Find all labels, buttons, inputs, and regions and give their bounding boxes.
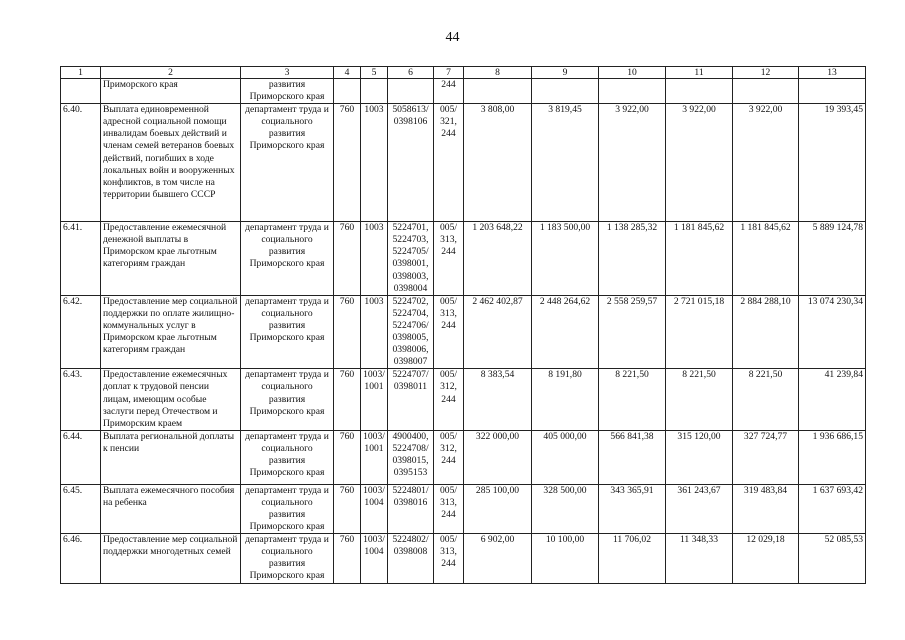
item-name-cell: Выплата региональной доплаты к пенсии: [101, 430, 241, 484]
ministry-code-cell: 760: [334, 534, 361, 584]
total-amount-cell: 13 074 230,34: [799, 295, 866, 369]
amount-col-10-cell: [599, 79, 666, 104]
expense-type-code-cell: 005/ 313, 244: [434, 534, 464, 584]
section-code-cell: 1003/ 1004: [361, 534, 388, 584]
amount-col-10-cell: 11 706,02: [599, 534, 666, 584]
column-header-11: 11: [666, 67, 733, 79]
section-code-cell: [361, 79, 388, 104]
column-header-5: 5: [361, 67, 388, 79]
responsible-department-cell: департамент труда и социального развития Приморского края: [241, 222, 334, 296]
amount-col-11-cell: 361 243,67: [666, 484, 733, 533]
item-name-cell: Приморского края: [101, 79, 241, 104]
total-amount-cell: 1 637 693,42: [799, 484, 866, 533]
amount-col-11-cell: 315 120,00: [666, 430, 733, 484]
amount-col-12-cell: 2 884 288,10: [733, 295, 799, 369]
amount-col-12-cell: 327 724,77: [733, 430, 799, 484]
item-number-cell: 6.45.: [61, 484, 101, 533]
amount-col-12-cell: 12 029,18: [733, 534, 799, 584]
item-number-cell: 6.40.: [61, 104, 101, 222]
amount-col-10-cell: 343 365,91: [599, 484, 666, 533]
target-article-code-cell: [388, 79, 434, 104]
responsible-department-cell: департамент труда и социального развития Приморского края: [241, 369, 334, 430]
column-header-13: 13: [799, 67, 866, 79]
item-name-cell: Предоставление мер социальной поддержки по оплате жилищно-коммунальных услуг в Приморском крае льготным категориям граждан: [101, 295, 241, 369]
responsible-department-cell: департамент труда и социального развития Приморского края: [241, 430, 334, 484]
column-header-2: 2: [101, 67, 241, 79]
target-article-code-cell: 5224702, 5224704, 5224706/ 0398005, 0398006, 0398007: [388, 295, 434, 369]
total-amount-cell: 1 936 686,15: [799, 430, 866, 484]
section-code-cell: 1003: [361, 104, 388, 222]
total-amount-cell: [799, 79, 866, 104]
amount-col-8-cell: 3 808,00: [464, 104, 532, 222]
target-article-code-cell: 5058613/ 0398106: [388, 104, 434, 222]
responsible-department-cell: департамент труда и социального развития Приморского края: [241, 534, 334, 584]
column-header-12: 12: [733, 67, 799, 79]
amount-col-8-cell: 2 462 402,87: [464, 295, 532, 369]
section-code-cell: 1003/ 1004: [361, 484, 388, 533]
item-number-cell: 6.41.: [61, 222, 101, 296]
amount-col-10-cell: 566 841,38: [599, 430, 666, 484]
section-code-cell: 1003/ 1001: [361, 430, 388, 484]
amount-col-9-cell: 1 183 500,00: [532, 222, 599, 296]
expense-type-code-cell: 005/ 312, 244: [434, 369, 464, 430]
amount-col-12-cell: 1 181 845,62: [733, 222, 799, 296]
ministry-code-cell: 760: [334, 484, 361, 533]
table-row: [61, 79, 866, 104]
responsible-department-cell: департамент труда и социального развития Приморского края: [241, 295, 334, 369]
target-article-code-cell: 5224707/ 0398011: [388, 369, 434, 430]
target-article-code-cell: 5224802/ 0398008: [388, 534, 434, 584]
amount-col-8-cell: 285 100,00: [464, 484, 532, 533]
amount-col-12-cell: 8 221,50: [733, 369, 799, 430]
amount-col-8-cell: 6 902,00: [464, 534, 532, 584]
amount-col-9-cell: 405 000,00: [532, 430, 599, 484]
amount-col-8-cell: 1 203 648,22: [464, 222, 532, 296]
amount-col-8-cell: [464, 79, 532, 104]
amount-col-11-cell: 11 348,33: [666, 534, 733, 584]
expense-type-code-cell: 005/ 313, 244: [434, 295, 464, 369]
amount-col-9-cell: 328 500,00: [532, 484, 599, 533]
responsible-department-cell: департамент труда и социального развития Приморского края: [241, 484, 334, 533]
column-header-9: 9: [532, 67, 599, 79]
table-row: [61, 369, 866, 430]
amount-col-11-cell: 8 221,50: [666, 369, 733, 430]
total-amount-cell: 5 889 124,78: [799, 222, 866, 296]
item-name-cell: Выплата единовременной адресной социальной помощи инвалидам боевых действий и членам семей ветеранов боевых действий, погибших в ходе локальных войн и вооруженных конфликтов, в том числе на территории бывшего СССР: [101, 104, 241, 222]
amount-col-11-cell: [666, 79, 733, 104]
target-article-code-cell: 4900400, 5224708/ 0398015, 0395153: [388, 430, 434, 484]
amount-col-12-cell: 319 483,84: [733, 484, 799, 533]
amount-col-9-cell: 8 191,80: [532, 369, 599, 430]
item-name-cell: Предоставление ежемесячных доплат к трудовой пенсии лицам, имеющим особые заслуги перед Отечеством и Приморским краем: [101, 369, 241, 430]
amount-col-9-cell: 2 448 264,62: [532, 295, 599, 369]
item-number-cell: 6.46.: [61, 534, 101, 584]
target-article-code-cell: 5224801/ 0398016: [388, 484, 434, 533]
total-amount-cell: 19 393,45: [799, 104, 866, 222]
table-header-row: [61, 67, 866, 79]
responsible-department-cell: департамент труда и социального развития Приморского края: [241, 104, 334, 222]
amount-col-9-cell: [532, 79, 599, 104]
expense-type-code-cell: 005/ 312, 244: [434, 430, 464, 484]
item-number-cell: [61, 79, 101, 104]
amount-col-10-cell: 3 922,00: [599, 104, 666, 222]
expense-type-code-cell: 005/ 321, 244: [434, 104, 464, 222]
ministry-code-cell: 760: [334, 369, 361, 430]
expense-type-code-cell: 005/ 313, 244: [434, 484, 464, 533]
amount-col-8-cell: 8 383,54: [464, 369, 532, 430]
amount-col-11-cell: 2 721 015,18: [666, 295, 733, 369]
amount-col-10-cell: 8 221,50: [599, 369, 666, 430]
amount-col-11-cell: 1 181 845,62: [666, 222, 733, 296]
section-code-cell: 1003: [361, 295, 388, 369]
item-name-cell: Выплата ежемесячного пособия на ребенка: [101, 484, 241, 533]
budget-table: [60, 66, 866, 584]
target-article-code-cell: 5224701, 5224703, 5224705/ 0398001, 0398003, 0398004: [388, 222, 434, 296]
table-row: [61, 484, 866, 533]
ministry-code-cell: 760: [334, 430, 361, 484]
amount-col-8-cell: 322 000,00: [464, 430, 532, 484]
amount-col-10-cell: 2 558 259,57: [599, 295, 666, 369]
section-code-cell: 1003/ 1001: [361, 369, 388, 430]
column-header-3: 3: [241, 67, 334, 79]
item-name-cell: Предоставление ежемесячной денежной выплаты в Приморском крае льготным категориям граждан: [101, 222, 241, 296]
column-header-4: 4: [334, 67, 361, 79]
item-number-cell: 6.42.: [61, 295, 101, 369]
responsible-department-cell: развития Приморского края: [241, 79, 334, 104]
item-number-cell: 6.43.: [61, 369, 101, 430]
page-number: 44: [445, 30, 460, 45]
ministry-code-cell: [334, 79, 361, 104]
amount-col-11-cell: 3 922,00: [666, 104, 733, 222]
total-amount-cell: 41 239,84: [799, 369, 866, 430]
column-header-6: 6: [388, 67, 434, 79]
item-number-cell: 6.44.: [61, 430, 101, 484]
section-code-cell: 1003: [361, 222, 388, 296]
expense-type-code-cell: 005/ 313, 244: [434, 222, 464, 296]
amount-col-9-cell: 3 819,45: [532, 104, 599, 222]
table-row: [61, 534, 866, 584]
total-amount-cell: 52 085,53: [799, 534, 866, 584]
table-row: [61, 222, 866, 296]
ministry-code-cell: 760: [334, 295, 361, 369]
table-row: [61, 295, 866, 369]
amount-col-12-cell: [733, 79, 799, 104]
item-name-cell: Предоставление мер социальной поддержки многодетных семей: [101, 534, 241, 584]
table-row: [61, 430, 866, 484]
column-header-8: 8: [464, 67, 532, 79]
ministry-code-cell: 760: [334, 222, 361, 296]
expense-type-code-cell: 244: [434, 79, 464, 104]
column-header-7: 7: [434, 67, 464, 79]
amount-col-10-cell: 1 138 285,32: [599, 222, 666, 296]
column-header-10: 10: [599, 67, 666, 79]
ministry-code-cell: 760: [334, 104, 361, 222]
amount-col-12-cell: 3 922,00: [733, 104, 799, 222]
table-row: [61, 104, 866, 222]
column-header-1: 1: [61, 67, 101, 79]
amount-col-9-cell: 10 100,00: [532, 534, 599, 584]
